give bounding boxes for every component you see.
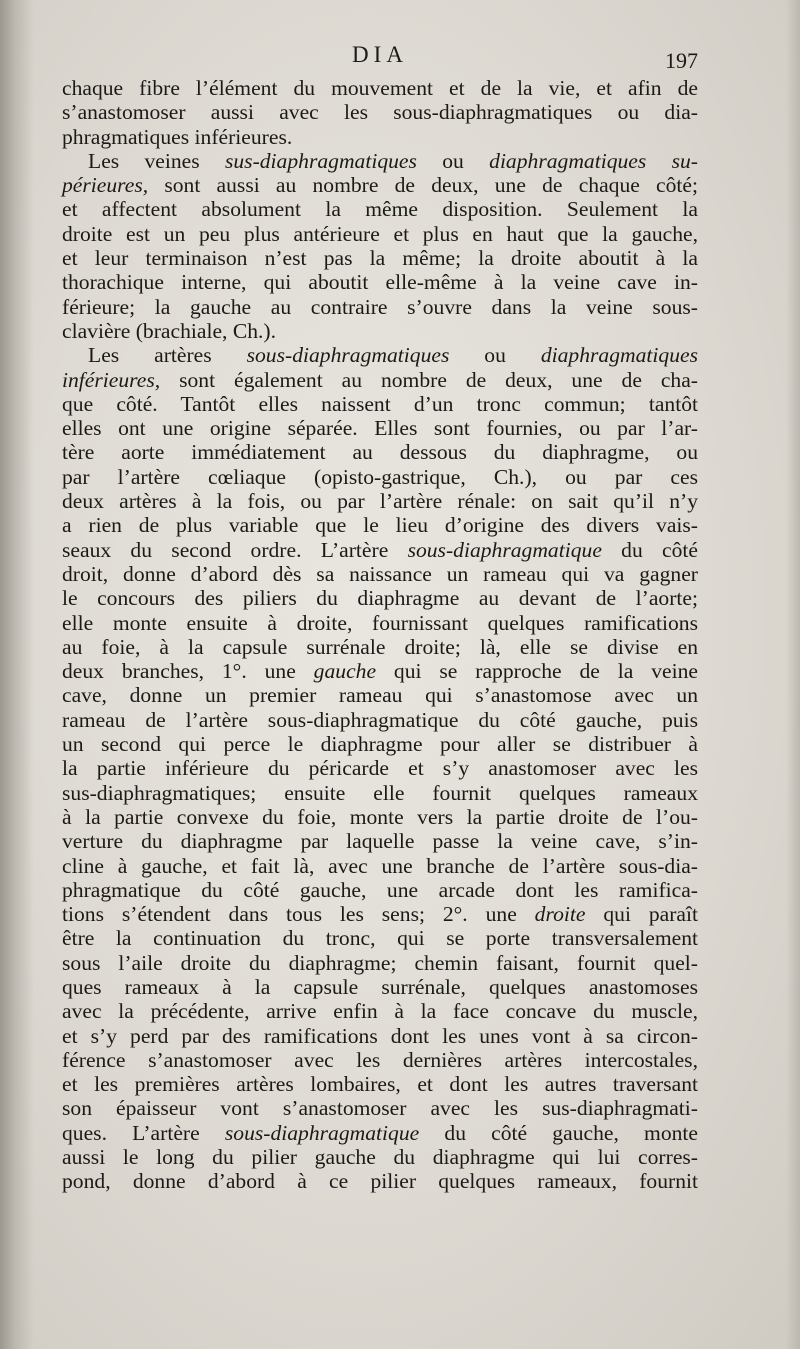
- italic-term: périeures,: [62, 173, 149, 198]
- text-run: phragmatique du côté gauche, une arcade dont les ramifica-: [62, 877, 698, 902]
- text-run: tions s’étendent dans tous les sens; 2°. une: [62, 902, 535, 927]
- text-line: [62, 1024, 698, 1048]
- italic-term: diaphragmatiques su-: [489, 148, 698, 173]
- text-run: deux artères à la fois, ou par l’artère rénale: on sait qu’il n’y: [62, 489, 698, 514]
- text-line: [62, 1121, 698, 1145]
- text-run: du côté: [601, 537, 698, 562]
- text-line: [62, 416, 698, 440]
- text-line: [62, 562, 698, 586]
- text-line: [62, 878, 698, 902]
- text-run: et leur terminaison n’est pas la même; la droite aboutit à la: [62, 246, 698, 271]
- text-line: [62, 392, 698, 416]
- text-line: [62, 659, 698, 683]
- text-run: sont également au nombre de deux, une de cha-: [160, 367, 698, 392]
- page-edge-shadow: [786, 0, 800, 1349]
- text-line: [62, 854, 698, 878]
- text-run: au foie, à la capsule surrénale droite; là, elle se divise en: [62, 634, 698, 659]
- text-run: par l’artère cœliaque (opisto-gastrique, Ch.), ou par ces: [62, 464, 698, 489]
- text-run: rameau de l’artère sous-diaphragmatique du côté gauche, puis: [62, 707, 698, 732]
- italic-term: sous-diaphragmatiques: [246, 343, 450, 368]
- text-line: [62, 732, 698, 756]
- text-run: a rien de plus variable que le lieu d’origine des divers vais-: [62, 513, 698, 538]
- text-line: [62, 440, 698, 464]
- text-line: [62, 756, 698, 780]
- text-run: ou: [416, 148, 490, 173]
- text-run: son épaisseur vont s’anastomoser avec les sus-diaphragmati-: [62, 1096, 698, 1121]
- text-line: [62, 319, 698, 343]
- text-run: ques rameaux à la capsule surrénale, quelques anastomoses: [62, 974, 698, 999]
- text-line: [62, 975, 698, 999]
- text-run: deux branches, 1°. une: [62, 659, 314, 684]
- text-line: [62, 246, 698, 270]
- text-run: seaux du second ordre. L’artère: [62, 537, 408, 562]
- text-run: qui se rapproche de la veine: [376, 659, 698, 684]
- text-line: [62, 465, 698, 489]
- text-run: sus-diaphragmatiques; ensuite elle fournit quelques rameaux: [62, 780, 698, 805]
- text-line: [62, 1096, 698, 1120]
- text-line: [62, 611, 698, 635]
- text-line: [62, 100, 698, 124]
- text-run: qui paraît: [585, 902, 698, 927]
- text-run: à la partie convexe du foie, monte vers la partie droite de l’ou-: [62, 804, 698, 829]
- text-run: sous l’aile droite du diaphragme; chemin faisant, fournit quel-: [62, 950, 698, 975]
- text-run: thorachique interne, qui aboutit elle-même à la veine cave in-: [62, 270, 698, 295]
- text-line: [62, 538, 698, 562]
- text-line: [62, 926, 698, 950]
- text-line: [62, 829, 698, 853]
- text-run: et s’y perd par des ramifications dont les unes vont à sa circon-: [62, 1023, 698, 1048]
- text-run: pond, donne d’abord à ce pilier quelques rameaux, fournit: [62, 1169, 698, 1194]
- text-run: férieure; la gauche au contraire s’ouvre dans la veine sous-: [62, 294, 698, 319]
- page-gutter-shadow: [0, 0, 34, 1349]
- text-line: [62, 586, 698, 610]
- running-head: [62, 42, 698, 74]
- text-run: ou: [449, 343, 541, 368]
- italic-term: sus-diaphragmatiques: [224, 148, 417, 173]
- text-line: [62, 1169, 698, 1193]
- text-run: phragmatiques inférieures.: [62, 124, 293, 149]
- text-line: [62, 270, 698, 294]
- text-run: elle monte ensuite à droite, fournissant quelques ramifications: [62, 610, 698, 635]
- text-run: Les veines: [88, 148, 225, 173]
- body-text: [62, 76, 698, 1194]
- text-line: [62, 368, 698, 392]
- text-run: droit, donne d’abord dès sa naissance un rameau qui va gagner: [62, 561, 698, 586]
- italic-term: droite: [534, 902, 586, 927]
- italic-term: inférieures,: [62, 367, 161, 392]
- text-run: tère aorte immédiatement au dessous du diaphragme, ou: [62, 440, 698, 465]
- text-run: s’anastomoser aussi avec les sous-diaphragmatiques ou dia-: [62, 100, 698, 125]
- running-title: DIA: [352, 42, 408, 67]
- italic-term: gauche: [313, 659, 377, 684]
- text-line: [62, 708, 698, 732]
- text-line: [62, 489, 698, 513]
- text-line: [62, 76, 698, 100]
- text-line: [62, 781, 698, 805]
- text-run: la partie inférieure du péricarde et s’y anastomoser avec les: [62, 756, 698, 781]
- text-run: clavière (brachiale, Ch.).: [62, 318, 277, 343]
- text-run: le concours des piliers du diaphragme au devant de l’aorte;: [62, 586, 698, 611]
- text-run: sont aussi au nombre de deux, une de chaque côté;: [148, 173, 698, 198]
- text-line: [62, 683, 698, 707]
- text-line: [62, 1072, 698, 1096]
- text-line: [62, 951, 698, 975]
- text-run: chaque fibre l’élément du mouvement et de la vie, et afin de: [62, 76, 698, 100]
- text-run: verture du diaphragme par laquelle passe la veine cave, s’in-: [62, 829, 698, 854]
- page-number: 197: [665, 48, 698, 73]
- text-run: du côté gauche, monte: [419, 1120, 699, 1145]
- italic-term: sous-diaphragmatique: [407, 537, 602, 562]
- text-line: [62, 902, 698, 926]
- text-line: [62, 1145, 698, 1169]
- text-line: [62, 125, 698, 149]
- text-line: [62, 513, 698, 537]
- text-run: et affectent absolument la même disposition. Seulement la: [62, 197, 698, 222]
- text-run: et les premières artères lombaires, et dont les autres traversant: [62, 1072, 698, 1097]
- italic-term: diaphragmatiques: [540, 343, 698, 368]
- text-run: aussi le long du pilier gauche du diaphragme qui lui corres-: [62, 1145, 698, 1170]
- text-run: que côté. Tantôt elles naissent d’un tronc commun; tantôt: [62, 391, 698, 416]
- text-run: Les artères: [88, 343, 247, 368]
- text-run: droite est un peu plus antérieure et plus en haut que la gauche,: [62, 221, 698, 246]
- text-line: [62, 1048, 698, 1072]
- text-line: [62, 222, 698, 246]
- text-line: [62, 197, 698, 221]
- text-run: cline à gauche, et fait là, avec une branche de l’artère sous-dia-: [62, 853, 698, 878]
- text-line: [62, 149, 698, 173]
- text-line: [62, 999, 698, 1023]
- text-run: cave, donne un premier rameau qui s’anastomose avec un: [62, 683, 698, 708]
- text-run: être la continuation du tronc, qui se porte transversalement: [62, 926, 698, 951]
- text-line: [62, 635, 698, 659]
- text-line: [62, 173, 698, 197]
- text-line: [62, 805, 698, 829]
- italic-term: sous-diaphragmatique: [224, 1120, 420, 1145]
- text-line: [62, 343, 698, 367]
- text-run: avec la précédente, arrive enfin à la face concave du muscle,: [62, 999, 698, 1024]
- text-run: elles ont une origine séparée. Elles sont fournies, ou par l’ar-: [62, 416, 698, 441]
- text-line: [62, 295, 698, 319]
- text-run: ques. L’artère: [62, 1120, 225, 1145]
- text-run: férence s’anastomoser avec les dernières artères intercostales,: [62, 1047, 698, 1072]
- text-run: un second qui perce le diaphragme pour aller se distribuer à: [62, 732, 698, 757]
